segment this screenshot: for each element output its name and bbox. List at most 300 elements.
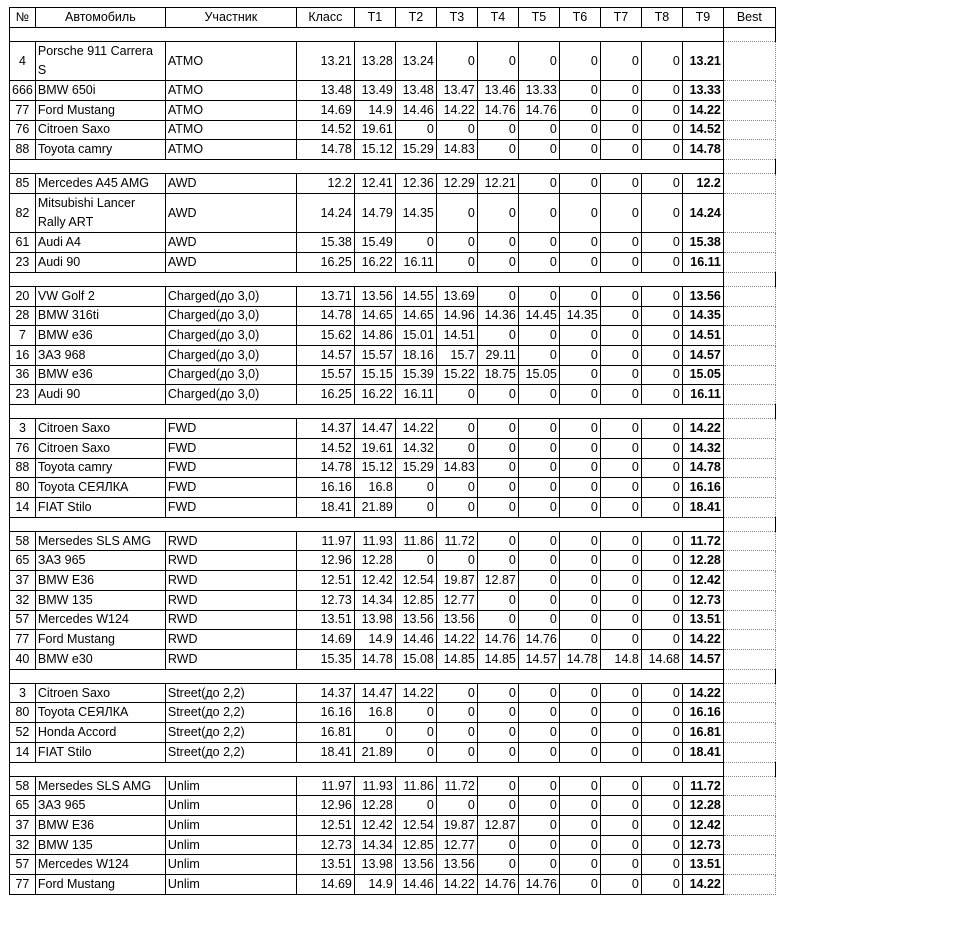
cell-t9-best: 16.16 xyxy=(682,703,723,723)
cell-class: AWD xyxy=(165,252,296,272)
separator-row xyxy=(10,762,776,776)
cell-t4: 12.87 xyxy=(477,816,518,836)
cell-best xyxy=(723,458,775,478)
cell-reference-time: 16.25 xyxy=(296,252,354,272)
cell-t7: 0 xyxy=(600,233,641,253)
cell-t4: 0 xyxy=(477,326,518,346)
cell-t8: 0 xyxy=(641,419,682,439)
header-cell-t9: T9 xyxy=(682,8,723,28)
cell-t9-best: 13.51 xyxy=(682,855,723,875)
cell-t3: 14.22 xyxy=(436,875,477,895)
table-row xyxy=(10,326,776,346)
cell-car: Honda Accord xyxy=(35,723,165,743)
cell-number: 4 xyxy=(10,41,36,80)
cell-number: 61 xyxy=(10,233,36,253)
cell-t2: 13.56 xyxy=(395,610,436,630)
cell-class: Charged(до 3,0) xyxy=(165,306,296,326)
cell-t3: 0 xyxy=(436,497,477,517)
cell-t5: 0 xyxy=(518,683,559,703)
cell-t5: 14.76 xyxy=(518,100,559,120)
cell-t8: 0 xyxy=(641,345,682,365)
cell-t1: 14.65 xyxy=(354,306,395,326)
cell-car: BMW e30 xyxy=(35,649,165,669)
cell-reference-time: 12.73 xyxy=(296,590,354,610)
cell-t9-best: 14.32 xyxy=(682,438,723,458)
cell-best xyxy=(723,438,775,458)
cell-t4: 0 xyxy=(477,385,518,405)
cell-t4: 0 xyxy=(477,252,518,272)
cell-t3: 11.72 xyxy=(436,776,477,796)
cell-t6: 0 xyxy=(559,385,600,405)
cell-number: 80 xyxy=(10,703,36,723)
cell-t2: 11.86 xyxy=(395,776,436,796)
cell-t1: 13.56 xyxy=(354,286,395,306)
cell-t4: 14.76 xyxy=(477,100,518,120)
table-row xyxy=(10,816,776,836)
cell-t6: 0 xyxy=(559,551,600,571)
cell-number: 20 xyxy=(10,286,36,306)
cell-t3: 14.83 xyxy=(436,140,477,160)
cell-car: BMW 135 xyxy=(35,590,165,610)
cell-t5: 0 xyxy=(518,497,559,517)
separator-best-cell xyxy=(723,517,775,531)
cell-t6: 0 xyxy=(559,41,600,80)
cell-number: 37 xyxy=(10,571,36,591)
cell-t4: 13.46 xyxy=(477,81,518,101)
cell-t7: 0 xyxy=(600,571,641,591)
cell-number: 37 xyxy=(10,816,36,836)
cell-best xyxy=(723,723,775,743)
cell-t9-best: 11.72 xyxy=(682,531,723,551)
cell-reference-time: 14.69 xyxy=(296,875,354,895)
cell-t3: 0 xyxy=(436,233,477,253)
cell-t4: 0 xyxy=(477,438,518,458)
cell-class: RWD xyxy=(165,571,296,591)
cell-best xyxy=(723,816,775,836)
cell-t8: 0 xyxy=(641,723,682,743)
cell-t8: 0 xyxy=(641,610,682,630)
cell-t1: 12.28 xyxy=(354,796,395,816)
cell-t1: 16.22 xyxy=(354,385,395,405)
cell-t3: 0 xyxy=(436,252,477,272)
cell-best xyxy=(723,174,775,194)
cell-number: 36 xyxy=(10,365,36,385)
separator-cell xyxy=(10,160,724,174)
cell-class: ATMO xyxy=(165,140,296,160)
cell-t9-best: 15.38 xyxy=(682,233,723,253)
table-row xyxy=(10,742,776,762)
cell-t8: 0 xyxy=(641,252,682,272)
cell-t2: 12.54 xyxy=(395,571,436,591)
cell-class: ATMO xyxy=(165,81,296,101)
cell-t7: 0 xyxy=(600,551,641,571)
cell-number: 76 xyxy=(10,120,36,140)
cell-t1: 21.89 xyxy=(354,497,395,517)
table-row xyxy=(10,723,776,743)
cell-reference-time: 16.25 xyxy=(296,385,354,405)
cell-car: Porsche 911 Carrera S xyxy=(35,41,165,80)
cell-t8: 0 xyxy=(641,571,682,591)
cell-reference-time: 13.48 xyxy=(296,81,354,101)
cell-t6: 14.78 xyxy=(559,649,600,669)
cell-t1: 11.93 xyxy=(354,776,395,796)
cell-reference-time: 12.51 xyxy=(296,816,354,836)
cell-car: Citroen Saxo xyxy=(35,438,165,458)
cell-t9-best: 12.73 xyxy=(682,590,723,610)
cell-reference-time: 13.51 xyxy=(296,610,354,630)
cell-t9-best: 16.11 xyxy=(682,252,723,272)
cell-car: Toyota camry xyxy=(35,140,165,160)
cell-t3: 0 xyxy=(436,478,477,498)
cell-t7: 0 xyxy=(600,306,641,326)
cell-number: 32 xyxy=(10,590,36,610)
cell-t2: 0 xyxy=(395,703,436,723)
cell-best xyxy=(723,478,775,498)
cell-class: Street(до 2,2) xyxy=(165,742,296,762)
cell-class: Unlim xyxy=(165,855,296,875)
cell-t9-best: 14.22 xyxy=(682,630,723,650)
cell-number: 28 xyxy=(10,306,36,326)
cell-t8: 0 xyxy=(641,81,682,101)
cell-reference-time: 14.37 xyxy=(296,419,354,439)
cell-car: BMW 316ti xyxy=(35,306,165,326)
cell-t9-best: 14.57 xyxy=(682,649,723,669)
header-cell-t8: T8 xyxy=(641,8,682,28)
cell-reference-time: 14.52 xyxy=(296,438,354,458)
separator-row xyxy=(10,517,776,531)
cell-reference-time: 12.51 xyxy=(296,571,354,591)
cell-t6: 0 xyxy=(559,140,600,160)
table-row xyxy=(10,551,776,571)
cell-t1: 14.9 xyxy=(354,875,395,895)
cell-t4: 0 xyxy=(477,120,518,140)
cell-reference-time: 18.41 xyxy=(296,497,354,517)
cell-best xyxy=(723,551,775,571)
cell-t2: 13.56 xyxy=(395,855,436,875)
cell-t9-best: 16.16 xyxy=(682,478,723,498)
header-cell-t6: T6 xyxy=(559,8,600,28)
cell-t3: 0 xyxy=(436,193,477,232)
separator-best-cell xyxy=(723,762,775,776)
cell-number: 80 xyxy=(10,478,36,498)
cell-best xyxy=(723,590,775,610)
cell-best xyxy=(723,193,775,232)
cell-t5: 0 xyxy=(518,551,559,571)
table-row xyxy=(10,683,776,703)
cell-t5: 0 xyxy=(518,703,559,723)
cell-t2: 12.36 xyxy=(395,174,436,194)
cell-t1: 12.41 xyxy=(354,174,395,194)
cell-t4: 12.87 xyxy=(477,571,518,591)
cell-t7: 0 xyxy=(600,326,641,346)
cell-reference-time: 14.69 xyxy=(296,100,354,120)
cell-best xyxy=(723,306,775,326)
cell-t2: 0 xyxy=(395,796,436,816)
separator-best-cell xyxy=(723,160,775,174)
cell-t7: 0 xyxy=(600,100,641,120)
cell-reference-time: 18.41 xyxy=(296,742,354,762)
cell-number: 14 xyxy=(10,497,36,517)
cell-t7: 0 xyxy=(600,683,641,703)
cell-t1: 11.93 xyxy=(354,531,395,551)
cell-t2: 14.65 xyxy=(395,306,436,326)
cell-t2: 14.22 xyxy=(395,683,436,703)
cell-car: FIAT Stilo xyxy=(35,497,165,517)
cell-t2: 13.24 xyxy=(395,41,436,80)
cell-t4: 0 xyxy=(477,531,518,551)
table-row xyxy=(10,286,776,306)
cell-t3: 13.56 xyxy=(436,610,477,630)
cell-t3: 13.47 xyxy=(436,81,477,101)
cell-number: 77 xyxy=(10,630,36,650)
cell-class: RWD xyxy=(165,551,296,571)
cell-t2: 0 xyxy=(395,478,436,498)
table-row xyxy=(10,174,776,194)
cell-t9-best: 16.81 xyxy=(682,723,723,743)
cell-t5: 0 xyxy=(518,41,559,80)
cell-t9-best: 14.24 xyxy=(682,193,723,232)
cell-t4: 0 xyxy=(477,610,518,630)
cell-t7: 0 xyxy=(600,742,641,762)
cell-t4: 0 xyxy=(477,286,518,306)
cell-class: FWD xyxy=(165,458,296,478)
cell-t2: 15.29 xyxy=(395,458,436,478)
table-row xyxy=(10,193,776,232)
cell-t8: 0 xyxy=(641,140,682,160)
cell-t3: 14.22 xyxy=(436,100,477,120)
header-cell-number: № xyxy=(10,8,36,28)
cell-car: Mercedes W124 xyxy=(35,855,165,875)
cell-car: BMW e36 xyxy=(35,365,165,385)
table-row xyxy=(10,120,776,140)
cell-reference-time: 12.96 xyxy=(296,551,354,571)
table-row xyxy=(10,365,776,385)
header-cell-t4: T4 xyxy=(477,8,518,28)
cell-car: Mersedes SLS AMG xyxy=(35,531,165,551)
cell-t1: 14.9 xyxy=(354,630,395,650)
cell-t5: 0 xyxy=(518,233,559,253)
cell-t4: 29.11 xyxy=(477,345,518,365)
cell-t8: 0 xyxy=(641,326,682,346)
cell-t2: 15.01 xyxy=(395,326,436,346)
cell-t6: 0 xyxy=(559,875,600,895)
cell-class: Charged(до 3,0) xyxy=(165,326,296,346)
cell-t7: 0 xyxy=(600,630,641,650)
cell-t3: 14.85 xyxy=(436,649,477,669)
cell-number: 23 xyxy=(10,252,36,272)
cell-class: AWD xyxy=(165,193,296,232)
cell-t7: 0 xyxy=(600,419,641,439)
cell-t9-best: 14.52 xyxy=(682,120,723,140)
cell-class: Unlim xyxy=(165,796,296,816)
cell-t9-best: 18.41 xyxy=(682,497,723,517)
cell-t6: 0 xyxy=(559,683,600,703)
cell-t9-best: 14.22 xyxy=(682,875,723,895)
cell-t9-best: 16.11 xyxy=(682,385,723,405)
cell-t2: 14.46 xyxy=(395,875,436,895)
table-row xyxy=(10,81,776,101)
cell-t5: 0 xyxy=(518,458,559,478)
cell-best xyxy=(723,742,775,762)
cell-t6: 0 xyxy=(559,365,600,385)
cell-t7: 0 xyxy=(600,497,641,517)
cell-t9-best: 12.2 xyxy=(682,174,723,194)
cell-number: 52 xyxy=(10,723,36,743)
cell-reference-time: 16.16 xyxy=(296,703,354,723)
cell-t3: 0 xyxy=(436,419,477,439)
cell-t5: 15.05 xyxy=(518,365,559,385)
cell-t4: 12.21 xyxy=(477,174,518,194)
cell-number: 3 xyxy=(10,419,36,439)
cell-class: ATMO xyxy=(165,120,296,140)
cell-t1: 14.78 xyxy=(354,649,395,669)
cell-t8: 0 xyxy=(641,683,682,703)
separator-row xyxy=(10,404,776,418)
cell-t1: 0 xyxy=(354,723,395,743)
cell-t2: 18.16 xyxy=(395,345,436,365)
cell-car: BMW E36 xyxy=(35,816,165,836)
table-row xyxy=(10,571,776,591)
cell-number: 57 xyxy=(10,610,36,630)
cell-t4: 0 xyxy=(477,419,518,439)
cell-t2: 0 xyxy=(395,120,436,140)
separator-cell xyxy=(10,272,724,286)
cell-car: FIAT Stilo xyxy=(35,742,165,762)
cell-t5: 0 xyxy=(518,796,559,816)
cell-t7: 0 xyxy=(600,286,641,306)
cell-t6: 0 xyxy=(559,723,600,743)
cell-t7: 0 xyxy=(600,140,641,160)
cell-t3: 15.22 xyxy=(436,365,477,385)
cell-t3: 14.51 xyxy=(436,326,477,346)
cell-best xyxy=(723,630,775,650)
cell-t5: 0 xyxy=(518,571,559,591)
cell-class: FWD xyxy=(165,478,296,498)
cell-reference-time: 13.51 xyxy=(296,855,354,875)
cell-t6: 0 xyxy=(559,419,600,439)
cell-t4: 0 xyxy=(477,683,518,703)
cell-t8: 0 xyxy=(641,438,682,458)
separator-best-cell xyxy=(723,272,775,286)
cell-number: 14 xyxy=(10,742,36,762)
cell-t3: 0 xyxy=(436,742,477,762)
cell-car: BMW E36 xyxy=(35,571,165,591)
header-cell-class: Класс xyxy=(296,8,354,28)
cell-t7: 0 xyxy=(600,796,641,816)
cell-t5: 14.45 xyxy=(518,306,559,326)
cell-t3: 12.77 xyxy=(436,590,477,610)
header-cell-best: Best xyxy=(723,8,775,28)
cell-number: 7 xyxy=(10,326,36,346)
cell-t5: 0 xyxy=(518,742,559,762)
cell-t8: 0 xyxy=(641,497,682,517)
cell-number: 88 xyxy=(10,140,36,160)
cell-t2: 14.35 xyxy=(395,193,436,232)
cell-t7: 0 xyxy=(600,120,641,140)
cell-t3: 0 xyxy=(436,438,477,458)
cell-class: Charged(до 3,0) xyxy=(165,345,296,365)
table-row xyxy=(10,531,776,551)
cell-car: Citroen Saxo xyxy=(35,683,165,703)
cell-t5: 14.76 xyxy=(518,630,559,650)
table-row xyxy=(10,100,776,120)
cell-t1: 15.12 xyxy=(354,140,395,160)
cell-t5: 0 xyxy=(518,531,559,551)
cell-t6: 0 xyxy=(559,742,600,762)
cell-t6: 0 xyxy=(559,816,600,836)
cell-t2: 14.55 xyxy=(395,286,436,306)
cell-t8: 0 xyxy=(641,365,682,385)
cell-class: AWD xyxy=(165,233,296,253)
header-cell-t2: T2 xyxy=(395,8,436,28)
separator-best-cell xyxy=(723,404,775,418)
cell-t8: 0 xyxy=(641,41,682,80)
cell-t3: 0 xyxy=(436,551,477,571)
cell-t3: 14.96 xyxy=(436,306,477,326)
cell-car: Ford Mustang xyxy=(35,100,165,120)
cell-best xyxy=(723,703,775,723)
cell-t7: 0 xyxy=(600,81,641,101)
results-table xyxy=(9,7,776,895)
cell-class: Unlim xyxy=(165,776,296,796)
cell-best xyxy=(723,855,775,875)
cell-t4: 14.76 xyxy=(477,630,518,650)
cell-t1: 15.49 xyxy=(354,233,395,253)
cell-t2: 14.46 xyxy=(395,100,436,120)
cell-t7: 0 xyxy=(600,723,641,743)
separator-row xyxy=(10,27,776,41)
cell-t5: 14.76 xyxy=(518,875,559,895)
cell-t7: 0 xyxy=(600,174,641,194)
cell-t2: 12.85 xyxy=(395,835,436,855)
cell-t7: 0 xyxy=(600,41,641,80)
cell-t5: 0 xyxy=(518,723,559,743)
cell-t6: 0 xyxy=(559,497,600,517)
cell-t1: 14.47 xyxy=(354,419,395,439)
cell-t7: 0 xyxy=(600,776,641,796)
cell-t2: 15.39 xyxy=(395,365,436,385)
cell-t6: 0 xyxy=(559,174,600,194)
cell-reference-time: 13.71 xyxy=(296,286,354,306)
cell-t4: 0 xyxy=(477,723,518,743)
cell-car: BMW 135 xyxy=(35,835,165,855)
cell-t1: 13.98 xyxy=(354,855,395,875)
cell-t2: 0 xyxy=(395,742,436,762)
cell-t5: 0 xyxy=(518,610,559,630)
cell-t5: 0 xyxy=(518,816,559,836)
cell-t6: 0 xyxy=(559,796,600,816)
cell-t2: 12.85 xyxy=(395,590,436,610)
cell-t4: 0 xyxy=(477,855,518,875)
cell-t2: 0 xyxy=(395,723,436,743)
cell-t3: 13.69 xyxy=(436,286,477,306)
cell-class: Charged(до 3,0) xyxy=(165,365,296,385)
cell-t6: 0 xyxy=(559,478,600,498)
cell-t6: 0 xyxy=(559,571,600,591)
header-cell-t5: T5 xyxy=(518,8,559,28)
cell-t6: 14.35 xyxy=(559,306,600,326)
table-row xyxy=(10,703,776,723)
cell-t5: 0 xyxy=(518,286,559,306)
cell-best xyxy=(723,835,775,855)
cell-car: Audi 90 xyxy=(35,252,165,272)
cell-t6: 0 xyxy=(559,458,600,478)
cell-t9-best: 12.28 xyxy=(682,551,723,571)
cell-t1: 16.8 xyxy=(354,703,395,723)
cell-t1: 15.15 xyxy=(354,365,395,385)
cell-t1: 16.8 xyxy=(354,478,395,498)
cell-t5: 0 xyxy=(518,140,559,160)
